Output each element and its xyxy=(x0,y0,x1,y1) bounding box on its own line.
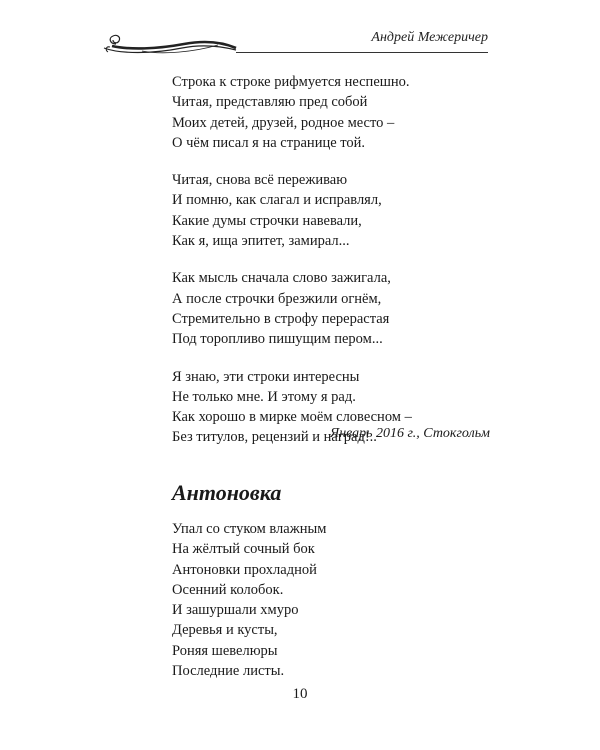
poem-line: Читая, снова всё переживаю xyxy=(172,172,348,189)
poem-line: И зашуршали хмуро xyxy=(172,602,299,619)
poem-line: Моих детей, друзей, родное место – xyxy=(172,114,395,131)
poem-date-signature: Январь 2016 г., Стокгольм xyxy=(330,426,490,441)
running-header-author: Андрей Межеричер xyxy=(371,30,488,45)
poem-line: Последние листы. xyxy=(172,663,285,680)
header-rule xyxy=(236,52,488,53)
poem-line: А после строчки брезжили огнём, xyxy=(172,290,382,307)
stanza xyxy=(172,268,502,349)
poem-line: Без титулов, рецензий и наград!.. xyxy=(172,429,377,446)
poem-line: Читая, представляю пред собой xyxy=(172,94,368,111)
poem-line: Я знаю, эти строки интересны xyxy=(172,368,360,385)
poem-line: Под торопливо пишущим пером... xyxy=(172,331,383,348)
poem-line: И помню, как слагал и исправлял, xyxy=(172,192,382,209)
poem-body xyxy=(172,519,502,681)
poem-title: Антоновка xyxy=(172,480,282,505)
page-header xyxy=(0,0,600,70)
poem-line: Антоновки прохладной xyxy=(172,561,317,578)
poem-line: О чём писал я на странице той. xyxy=(172,134,366,151)
poem-line: Как мысль сначала слово зажигала, xyxy=(172,270,391,287)
flourish-ornament-icon xyxy=(102,28,238,56)
stanza xyxy=(172,72,502,153)
poem-line: Деревья и кусты, xyxy=(172,622,278,639)
poem-line: На жёлтый сочный бок xyxy=(172,541,315,558)
poem-line: Как хорошо в мирке моём словесном – xyxy=(172,409,412,426)
stanza xyxy=(172,170,502,251)
poem-line: Как я, ища эпитет, замирал... xyxy=(172,233,350,250)
poem-line: Осенний колобок. xyxy=(172,581,284,598)
poem-line: Роняя шевелюры xyxy=(172,642,278,659)
poem-body xyxy=(172,72,502,465)
poem-line: Упал со стуком влажным xyxy=(172,521,327,537)
poem-line: Стремительно в строфу перерастая xyxy=(172,310,390,327)
poem-line: Какие думы строчки навевали, xyxy=(172,212,362,229)
poem-line: Строка к строке рифмуется неспешно. xyxy=(172,74,410,90)
page-number: 10 xyxy=(292,686,308,702)
poem-line: Не только мне. И этому я рад. xyxy=(172,388,356,405)
